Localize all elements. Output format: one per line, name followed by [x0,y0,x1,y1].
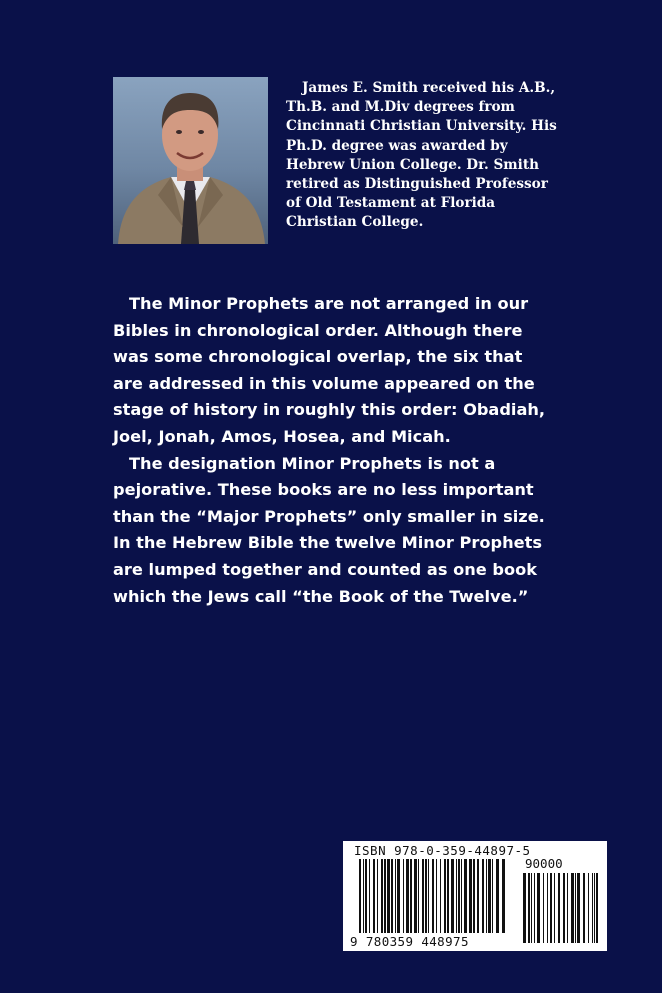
author-bio: James E. Smith received his A.B., Th.B. and M.Div degrees from Cincinnati Christian University. His Ph.D. degree was awarded by Hebrew Union College. Dr. Smith retired as Distinguished Professor of Old Testament at Florida Christian College. [286,80,557,231]
author-photo [113,77,268,244]
blurb-paragraph: The designation Minor Prophets is not a pejorative. These books are no less important than the “Major Prophets” only smaller in size. In the Hebrew Bible the twelve Minor Prophets are lumped together and counted as one book which the Jews call “the Book of the Twelve.” [113,453,545,606]
isbn-label: ISBN 978-0-359-44897-5 [354,843,531,858]
back-cover-blurb [113,291,553,610]
blurb-paragraph: The Minor Prophets are not arranged in our Bibles in chronological order. Although there was some chronological overlap, the six that are addressed in this volume appeared on the stage of history in roughly this order: Obadiah, Joel, Jonah, Amos, Hosea, and Micah. [113,294,546,446]
price-code: 90000 [525,856,563,871]
ean-digits: 9 780359 448975 [350,934,469,949]
